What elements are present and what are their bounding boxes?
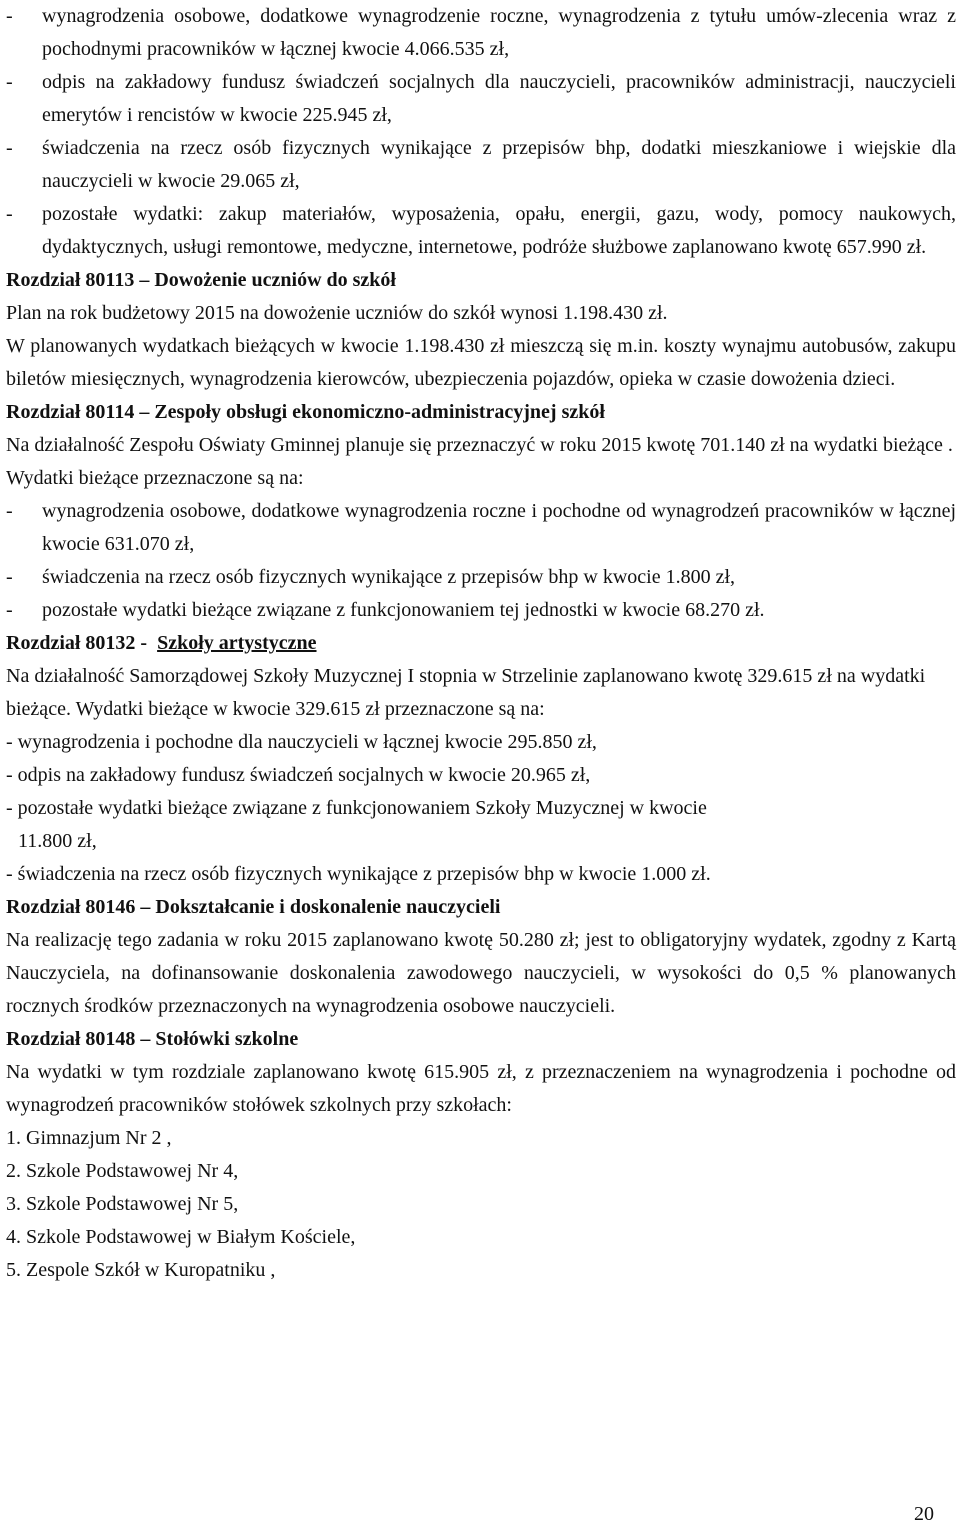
list-item: 2. Szkole Podstawowej Nr 4, — [6, 1160, 239, 1182]
paragraph: Plan na rok budżetowy 2015 na dowożenie uczniów do szkół wynosi 1.198.430 zł. — [6, 302, 668, 324]
bullet-text: pozostałe wydatki bieżące związane z funkcjonowaniem tej jednostki w kwocie 68.270 zł. — [42, 599, 765, 621]
document-page — [6, 0, 956, 1287]
bullet-text: odpis na zakładowy fundusz świadczeń socjalnych dla nauczycieli, pracowników administracji, nauczycieli emerytów i rencistów w kwocie 225.945 zł, — [42, 71, 956, 126]
bullet-text: pozostałe wydatki: zakup materiałów, wyposażenia, opału, energii, gazu, wody, pomocy naukowych, dydaktycznych, usługi remontowe, medyczne, internetowe, podróże służbowe zaplanowano kwotę 657.990 zł. — [42, 203, 956, 258]
list-item: 4. Szkole Podstawowej w Białym Kościele, — [6, 1226, 356, 1248]
page-number: 20 — [914, 1503, 934, 1525]
list-line: - wynagrodzenia i pochodne dla nauczycieli w łącznej kwocie 295.850 zł, — [6, 731, 597, 753]
list-item: 5. Zespole Szkół w Kuropatniku , — [6, 1259, 276, 1281]
bullet-item: - pozostałe wydatki: zakup materiałów, wyposażenia, opału, energii, gazu, wody, pomocy naukowych, dydaktycznych, usługi remontowe, medyczne, internetowe, podróże służbowe zaplanowano kwotę 657.990 zł. — [6, 198, 956, 264]
list-item: 1. Gimnazjum Nr 2 , — [6, 1127, 172, 1149]
bullet-item: - świadczenia na rzecz osób fizycznych wynikające z przepisów bhp w kwocie 1.800 zł, — [6, 561, 956, 594]
paragraph: Na działalność Zespołu Oświaty Gminnej planuje się przeznaczyć w roku 2015 kwotę 701.140 zł na wydatki bieżące . — [6, 434, 953, 456]
list-line: - odpis na zakładowy fundusz świadczeń socjalnych w kwocie 20.965 zł, — [6, 764, 591, 786]
bullet-text: świadczenia na rzecz osób fizycznych wynikające z przepisów bhp w kwocie 1.800 zł, — [42, 566, 736, 588]
list-line: - świadczenia na rzecz osób fizycznych wynikające z przepisów bhp w kwocie 1.000 zł. — [6, 863, 711, 885]
paragraph: Na wydatki w tym rozdziale zaplanowano kwotę 615.905 zł, z przeznaczeniem na wynagrodzenia i pochodne od wynagrodzeń pracowników stołówek szkolnych przy szkołach: — [6, 1061, 956, 1116]
bullet-text: wynagrodzenia osobowe, dodatkowe wynagrodzenia roczne i pochodne od wynagrodzeń pracowników w łącznej kwocie 631.070 zł, — [42, 500, 956, 555]
list-line: 11.800 zł, — [18, 830, 97, 852]
section-heading-80114: Rozdział 80114 – Zespoły obsługi ekonomiczno-administracyjnej szkół — [6, 401, 605, 423]
section-title: Szkoły artystyczne — [157, 632, 317, 654]
section-number: Rozdział 80132 - — [6, 632, 148, 654]
bullet-text: świadczenia na rzecz osób fizycznych wynikające z przepisów bhp, dodatki mieszkaniowe i wiejskie dla nauczycieli w kwocie 29.065 zł, — [42, 137, 956, 192]
list-item: 3. Szkole Podstawowej Nr 5, — [6, 1193, 239, 1215]
bullet-item: - wynagrodzenia osobowe, dodatkowe wynagrodzenia roczne i pochodne od wynagrodzeń pracowników w łącznej kwocie 631.070 zł, — [6, 495, 956, 561]
bullet-item: - wynagrodzenia osobowe, dodatkowe wynagrodzenie roczne, wynagrodzenia z tytułu umów-zlecenia wraz z pochodnymi pracowników w łącznej kwocie 4.066.535 zł, — [6, 0, 956, 66]
bullet-text: wynagrodzenia osobowe, dodatkowe wynagrodzenie roczne, wynagrodzenia z tytułu umów-zlecenia wraz z pochodnymi pracowników w łącznej kwocie 4.066.535 zł, — [42, 5, 956, 60]
section-heading-80113: Rozdział 80113 – Dowożenie uczniów do szkół — [6, 269, 396, 291]
paragraph: Na realizację tego zadania w roku 2015 zaplanowano kwotę 50.280 zł; jest to obligatoryjny wydatek, zgodny z Kartą Nauczyciela, na dofinansowanie doskonalenia zawodowego nauczycieli, w wysokości do 0,5 % planowanych rocznych środków przeznaczonych na wynagrodzenia osobowe nauczycieli. — [6, 929, 956, 1017]
paragraph: W planowanych wydatkach bieżących w kwocie 1.198.430 zł mieszczą się m.in. koszty wynajmu autobusów, zakupu biletów miesięcznych, wynagrodzenia kierowców, ubezpieczenia pojazdów, opieka w czasie dowożenia dzieci. — [6, 335, 956, 390]
list-line: - pozostałe wydatki bieżące związane z funkcjonowaniem Szkoły Muzycznej w kwocie — [6, 797, 707, 819]
section-heading-80148: Rozdział 80148 – Stołówki szkolne — [6, 1028, 299, 1050]
section-heading-80146: Rozdział 80146 – Dokształcanie i doskonalenie nauczycieli — [6, 896, 501, 918]
bullet-item: - pozostałe wydatki bieżące związane z funkcjonowaniem tej jednostki w kwocie 68.270 zł. — [6, 594, 956, 627]
bullet-item: - świadczenia na rzecz osób fizycznych wynikające z przepisów bhp, dodatki mieszkaniowe i wiejskie dla nauczycieli w kwocie 29.065 zł, — [6, 132, 956, 198]
section-heading-80132 — [6, 627, 956, 660]
paragraph: Wydatki bieżące przeznaczone są na: — [6, 467, 304, 489]
bullet-item: - odpis na zakładowy fundusz świadczeń socjalnych dla nauczycieli, pracowników administracji, nauczycieli emerytów i rencistów w kwocie 225.945 zł, — [6, 66, 956, 132]
paragraph: Na działalność Samorządowej Szkoły Muzycznej I stopnia w Strzelinie zaplanowano kwotę 329.615 zł na wydatki bieżące. Wydatki bieżące w kwocie 329.615 zł przeznaczone są na: — [6, 665, 926, 720]
